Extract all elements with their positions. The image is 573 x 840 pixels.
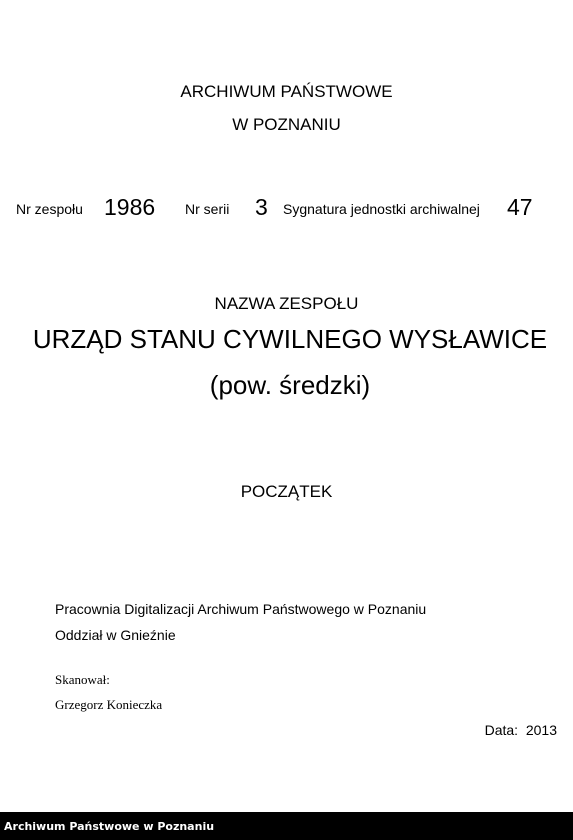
date-value: 2013 [525,722,557,738]
scanned-by-name: Grzegorz Konieczka [55,697,163,712]
date-label: Data: [484,722,519,738]
metadata-row [0,192,573,224]
studio-branch: Oddział w Gnieźnie [55,627,176,643]
signature-value: 47 [507,194,533,220]
start-label: POCZĄTEK [240,482,333,501]
footer-text: Archiwum Państwowe w Poznaniu [4,820,215,833]
fonds-number-value: 1986 [104,194,156,220]
fonds-name-label: NAZWA ZESPOŁU [214,294,359,313]
fonds-number-label: Nr zespołu [16,201,83,217]
footer-bar [0,812,573,840]
fonds-district: (pow. średzki) [209,370,371,400]
scanned-by-label: Skanował: [55,672,110,687]
series-number-label: Nr serii [185,201,230,217]
fonds-name: URZĄD STANU CYWILNEGO WYSŁAWICE [32,324,548,354]
digitization-studio: Pracownia Digitalizacji Archiwum Państwowego w Poznaniu [55,601,427,617]
archive-city: W POZNANIU [232,115,341,134]
series-number-value: 3 [255,194,268,220]
date-line [485,722,557,738]
signature-label: Sygnatura jednostki archiwalnej [283,201,480,217]
archive-title: ARCHIWUM PAŃSTWOWE [180,82,393,101]
